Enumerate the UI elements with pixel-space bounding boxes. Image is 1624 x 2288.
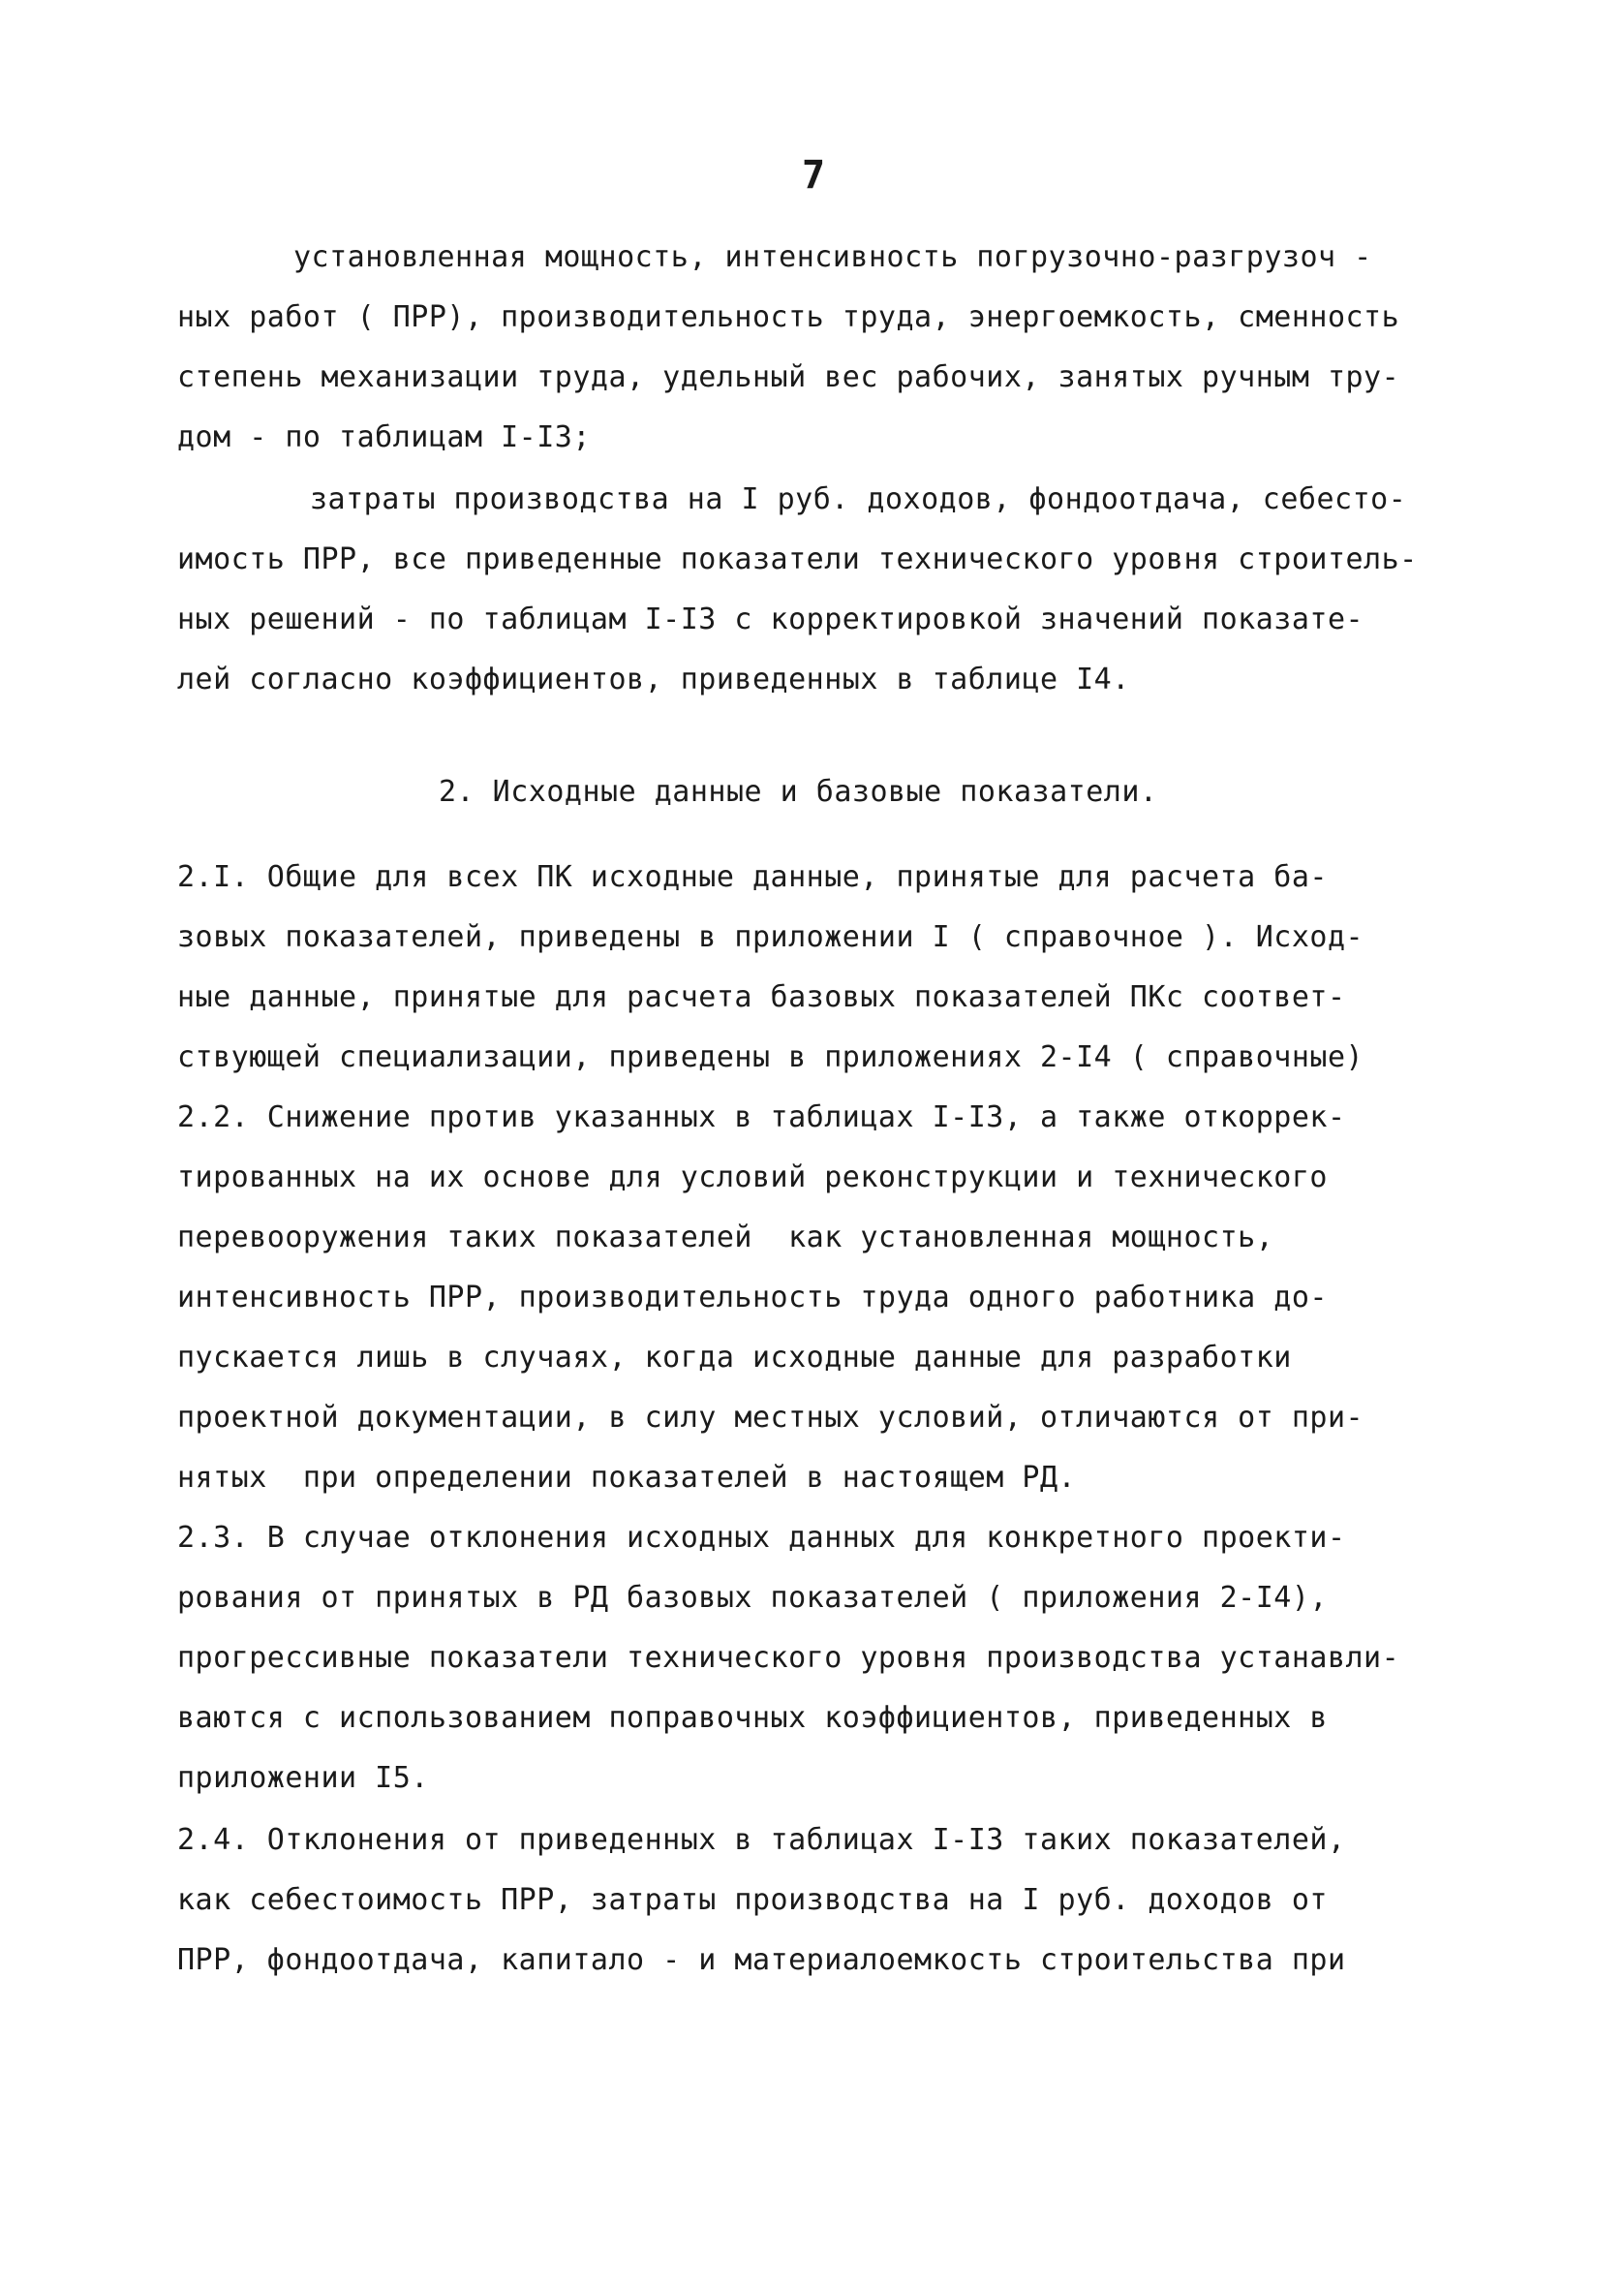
text-line: имость ПРР, все приведенные показатели технического уровня строитель-	[177, 542, 1418, 576]
text-line: ствующей специализации, приведены в приложениях 2-I4 ( справочные)	[177, 1040, 1364, 1074]
text-line: степень механизации труда, удельный вес рабочих, занятых ручным тру-	[177, 360, 1400, 394]
text-line: установленная мощность, интенсивность погрузочно-разгрузоч -	[293, 240, 1372, 274]
text-line: проектной документации, в силу местных условий, отличаются от при-	[177, 1401, 1364, 1435]
text-line: интенсивность ПРР, производительность труда одного работника до-	[177, 1281, 1328, 1314]
text-line: тированных на их основе для условий реконструкции и технического	[177, 1160, 1328, 1194]
text-line: дом - по таблицам I-I3;	[177, 420, 591, 454]
text-line: приложении I5.	[177, 1761, 429, 1795]
text-line: рования от принятых в РД базовых показателей ( приложения 2-I4),	[177, 1581, 1328, 1615]
text-line: прогрессивные показатели технического уровня производства устанавли-	[177, 1641, 1400, 1675]
text-line: как себестоимость ПРР, затраты производства на I руб. доходов от	[177, 1883, 1328, 1917]
text-line: 2.3. В случае отклонения исходных данных для конкретного проекти-	[177, 1521, 1346, 1555]
text-line: ных работ ( ПРР), производительность труда, энергоемкость, сменность	[177, 300, 1400, 334]
text-line: лей согласно коэффициентов, приведенных в таблице I4.	[177, 663, 1130, 696]
section-heading: 2. Исходные данные и базовые показатели.	[439, 775, 1158, 809]
text-line: 2.I. Общие для всех ПК исходные данные, принятые для расчета ба-	[177, 860, 1328, 894]
text-line: 2.4. Отклонения от приведенных в таблицах I-I3 таких показателей,	[177, 1823, 1346, 1857]
text-line: ные данные, принятые для расчета базовых показателей ПКс соответ-	[177, 980, 1346, 1014]
text-line: 2.2. Снижение против указанных в таблицах I-I3, а также откоррек-	[177, 1100, 1346, 1134]
text-line: ных решений - по таблицам I-I3 с корректировкой значений показате-	[177, 603, 1364, 636]
text-line: ваются с использованием поправочных коэффициентов, приведенных в	[177, 1701, 1328, 1735]
text-line: нятых при определении показателей в настоящем РД.	[177, 1461, 1077, 1495]
page-number: 7	[802, 153, 826, 198]
text-line: ПРР, фондоотдача, капитало - и материалоемкость строительства при	[177, 1943, 1346, 1977]
text-line: пускается лишь в случаях, когда исходные данные для разработки	[177, 1341, 1292, 1375]
text-line: затраты производства на I руб. доходов, фондоотдача, себесто-	[310, 482, 1407, 516]
text-line: зовых показателей, приведены в приложении I ( справочное ). Исход-	[177, 920, 1364, 954]
text-line: перевооружения таких показателей как установленная мощность,	[177, 1221, 1274, 1254]
